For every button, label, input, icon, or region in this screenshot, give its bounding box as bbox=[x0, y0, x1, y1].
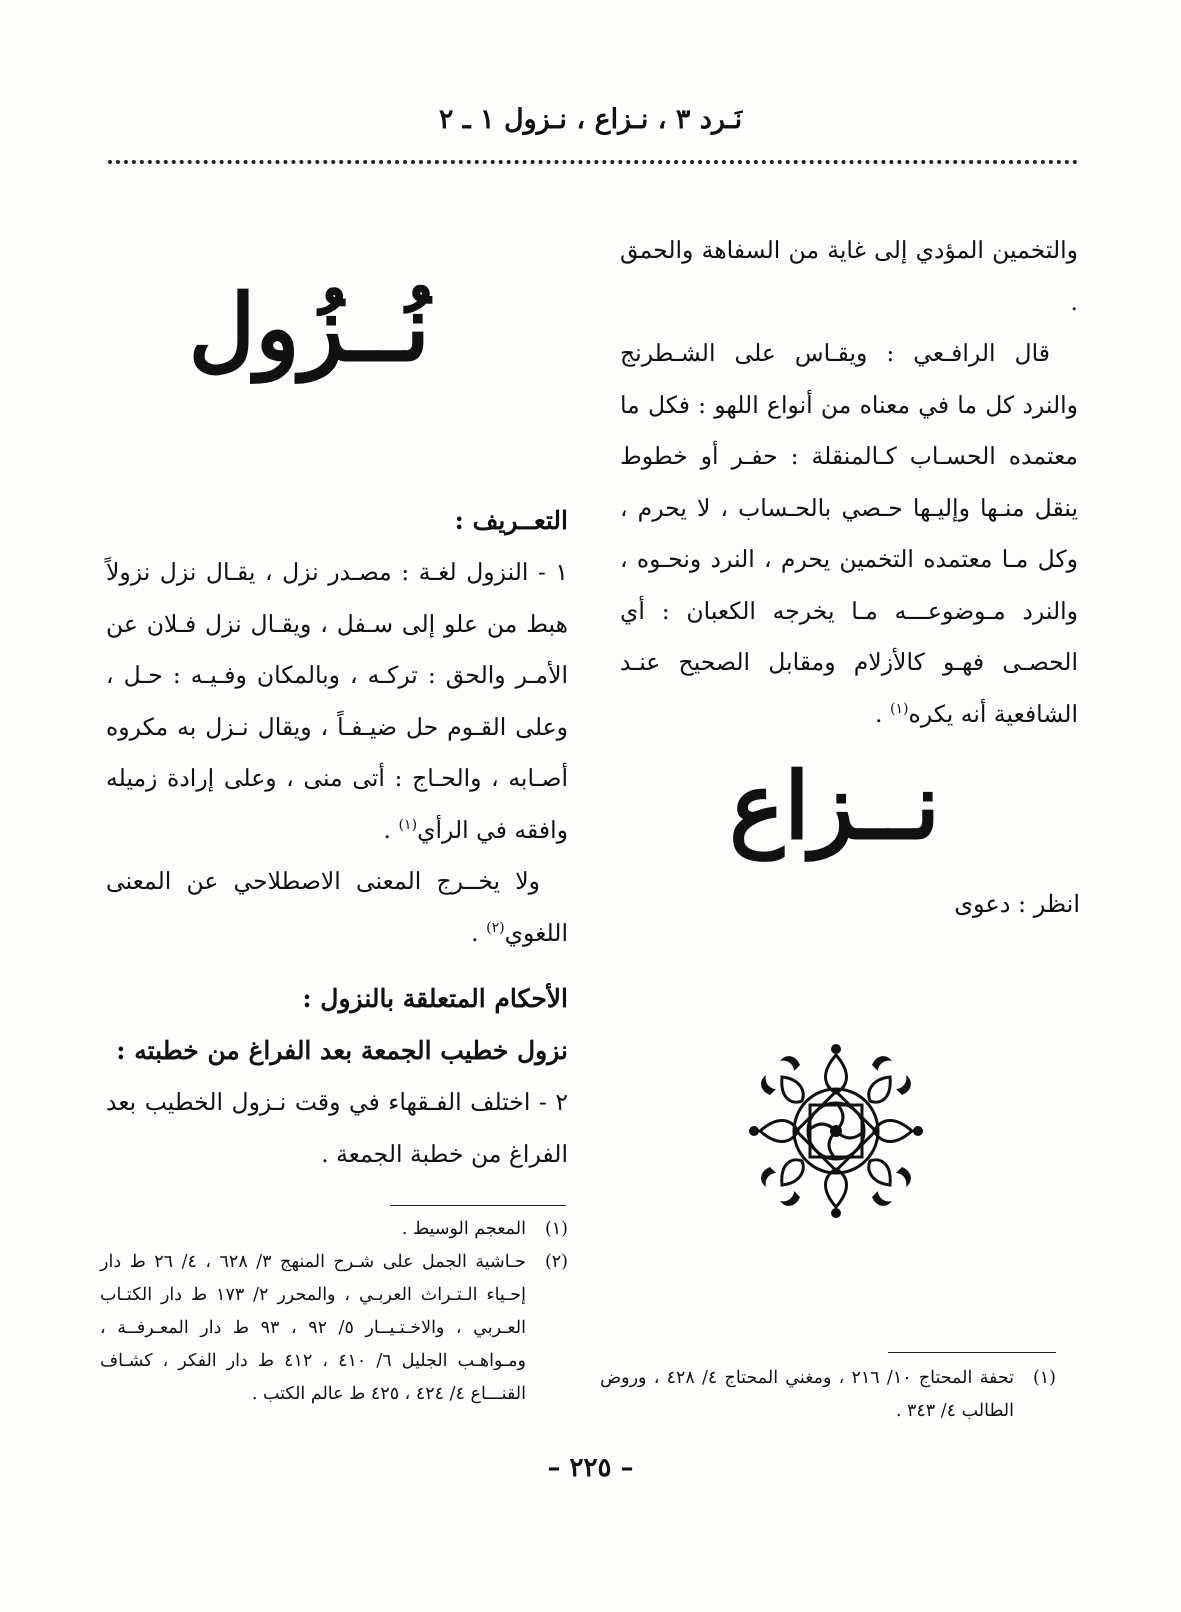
rulings-heading: الأحكام المتعلقة بالنزول : bbox=[302, 984, 568, 1013]
right-column bbox=[620, 225, 1078, 740]
definition-heading: التعــريف : bbox=[454, 506, 568, 535]
footnote-number: (٢) bbox=[544, 1252, 568, 1272]
footnote-left-1 bbox=[100, 1213, 568, 1246]
left-column bbox=[106, 495, 568, 1180]
running-head: نَـرد ٣ ، نـزاع ، نـزول ١ ـ ٢ bbox=[438, 104, 743, 135]
footnote-rule-left bbox=[390, 1205, 566, 1206]
entry-title-nuzul: نُــزُول bbox=[188, 274, 430, 382]
right-paragraph-1: والتخمين المؤدي إلى غاية من السفاهة والحمق . bbox=[620, 236, 1078, 316]
terminology-text: ولا يخــرج المعنى الاصطلاحي عن المعنى اللغوي bbox=[106, 867, 568, 947]
footnote-ref-left-2[interactable]: (٢) bbox=[486, 919, 505, 936]
ruling-paragraph: ٢ - اختلف الفـقهاء في وقت نـزول الخطيب بعد الفراغ من خطبة الجمعة . bbox=[106, 1088, 568, 1168]
footnote-text: تحفة المحتاج ١٠/ ٢١٦ ، ومغني المحتاج ٤/ ٤٢٨ ، وروض الطالب ٤/ ٣٤٣ . bbox=[600, 1368, 1014, 1421]
khatib-subheading: نزول خطيب الجمعة بعد الفراغ من خطبته : bbox=[116, 1036, 568, 1065]
footnotes-right bbox=[600, 1362, 1056, 1428]
footnote-number: (١) bbox=[1032, 1368, 1056, 1388]
definition-paragraph bbox=[106, 547, 568, 856]
header-dotted-rule bbox=[108, 160, 1078, 164]
right-paragraph-2-end: . bbox=[874, 699, 890, 728]
page-number: – ٢٢٥ – bbox=[547, 1453, 634, 1483]
spacer bbox=[106, 959, 568, 973]
arabesque-ornament-icon bbox=[740, 1035, 932, 1227]
footnote-ref-left-1[interactable]: (١) bbox=[398, 816, 418, 833]
footnote-text: المعجم الوسيط . bbox=[401, 1219, 526, 1239]
right-paragraph-2 bbox=[620, 328, 1078, 740]
definition-end: . bbox=[383, 815, 399, 844]
see-also-link[interactable]: انظر : دعوى bbox=[954, 890, 1080, 918]
footnotes-left bbox=[100, 1213, 568, 1411]
terminology-paragraph bbox=[106, 856, 568, 959]
terminology-end: . bbox=[471, 918, 487, 947]
footnote-text: حـاشية الجمل على شـرح المنهج ٣/ ٦٢٨ ، ٤/ ٢٦ ط دار إحـياء الـتـراث العربـي ، والمحرر ٢/ ١٧٣ ط دار الكتـاب العـربي ، والاخـتـيــار ٥/ ٩٢ ، ٩٣ ط دار المعـرفــة ، ومـواهـب الجليل ٦/ ٤١٠ ، ٤١٢ ط دار الفكر ، كشـاف القنـــاع ٤/ ٤٢٤ ، ٤٢٥ ط عالم الكتب . bbox=[100, 1252, 526, 1404]
footnote-left-2 bbox=[100, 1246, 568, 1411]
right-paragraph-2-text: قال الرافـعي : ويقـاس على الشـطرنج والنرد كل ما في معناه من أنواع اللهو : فكل ما معتمده الحسـاب كـالمنقلة : حفـر أو خطوط ينقل منـها وإليـها حـصي بالحـساب ، لا يحرم ، وكل مـا معتمده التخمين يحرم ، النرد ونحـوه ، والنرد مـوضوعـــه مـا يخرجه الكعبان : أي الحصـى فهـو كالأزلام ومقابل الصحيح عنـد الشافعية أنه يكره bbox=[620, 339, 1078, 728]
footnote-ref-right-1[interactable]: (١) bbox=[889, 700, 909, 717]
definition-text: ١ - النزول لغـة : مصـدر نزل ، يقـال نزل نزولاً هبط من علو إلى سـفل ، ويقـال نزل فـلان عن الأمـر والحق : تركـه ، وبالمكان وفـيـه : حـل ، وعلى القـوم حل ضيـفـاً ، ويقال نـزل به مكروه أصـابه ، والحـاج : أتى منى ، وعلى إرادة زميله وافقه في الرأي bbox=[106, 558, 568, 844]
footnote-right-1 bbox=[600, 1362, 1056, 1428]
footnote-number: (١) bbox=[544, 1219, 568, 1239]
entry-title-niza: نــزاع bbox=[729, 752, 940, 860]
footnote-rule-right bbox=[888, 1352, 1056, 1353]
